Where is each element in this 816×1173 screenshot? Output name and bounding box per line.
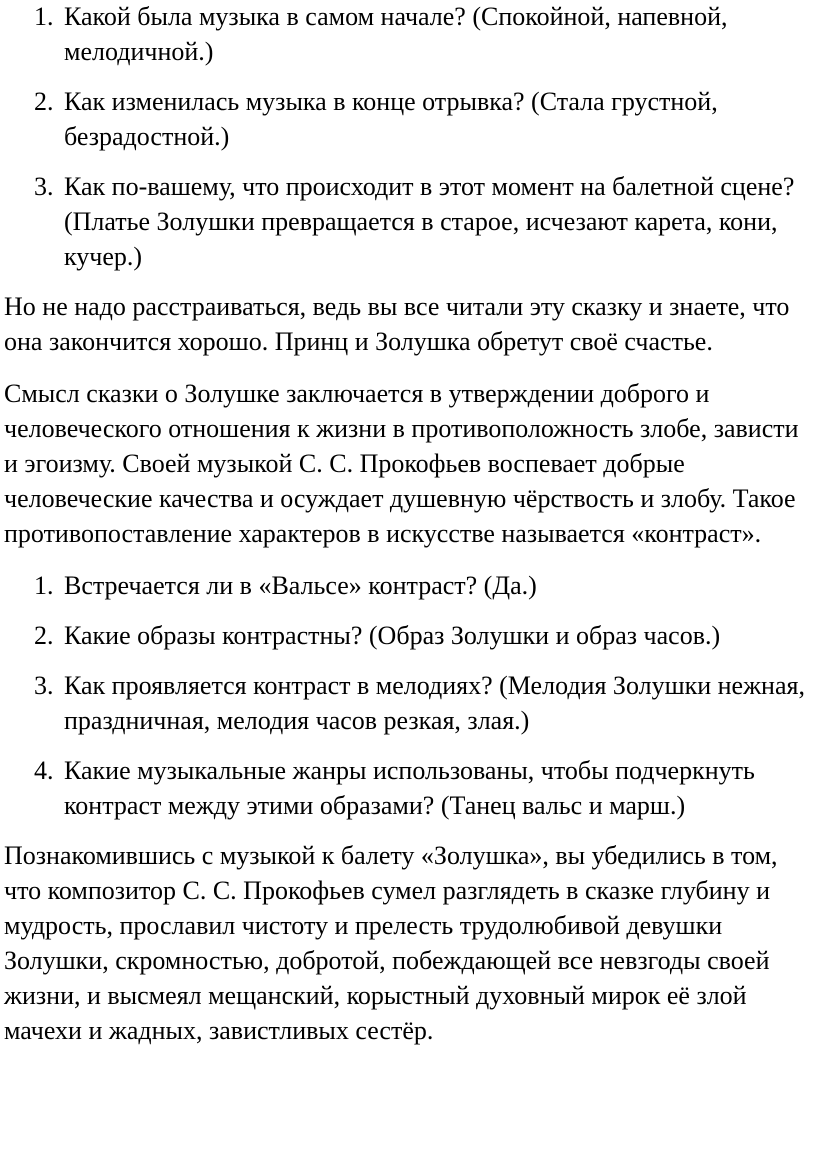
list-item	[4, 568, 810, 603]
list-number: 3.	[34, 671, 54, 700]
paragraph-meaning-contrast: Смысл сказки о Золушке заключается в утверждении доброго и человеческого отношения к жизни в противоположность злобе, зависти и эгоизму. Своей музыкой С. С. Прокофьев воспевает добрые человеческие качества и осуждает душевную чёрствость и злобу. Такое противопоставление характеров в искусстве называется «контраст».	[4, 379, 799, 548]
list-item-text: Как проявляется контраст в мелодиях? (Мелодия Золушки нежная, праздничная, мелодия часов резкая, злая.)	[64, 671, 805, 735]
list-item-text: Как изменилась музыка в конце отрывка? (Стала грустной, безрадостной.)	[64, 87, 718, 151]
list-item-text: Встречается ли в «Вальсе» контраст? (Да.)	[64, 571, 537, 600]
list-number: 4.	[34, 756, 54, 785]
list-item	[4, 753, 810, 823]
list-number: 1.	[34, 2, 54, 31]
list-item	[4, 0, 810, 69]
list-item	[4, 169, 810, 274]
list-item	[4, 668, 810, 738]
question-list-2	[4, 568, 810, 823]
list-number: 2.	[34, 621, 54, 650]
list-number: 1.	[34, 571, 54, 600]
question-list-1	[4, 0, 810, 274]
paragraph-conclusion: Познакомившись с музыкой к балету «Золушка», вы убедились в том, что композитор С. С. Прокофьев сумел разглядеть в сказке глубину и мудрость, прославил чистоту и прелесть трудолюбивой девушки Золушки, скромностью, добротой, побеждающей все невзгоды своей жизни, и высмеял мещанский, корыстный духовный мирок её злой мачехи и жадных, завистливых сестёр.	[4, 841, 778, 1045]
list-item-text: Какой была музыка в самом начале? (Спокойной, напевной, мелодичной.)	[64, 2, 728, 66]
paragraph-happy-ending: Но не надо расстраиваться, ведь вы все читали эту сказку и знаете, что она закончится хорошо. Принц и Золушка обретут своё счастье.	[4, 292, 790, 356]
list-number: 3.	[34, 172, 54, 201]
list-item	[4, 618, 810, 653]
list-item	[4, 84, 810, 154]
list-item-text: Какие образы контрастны? (Образ Золушки и образ часов.)	[64, 621, 721, 650]
list-item-text: Как по-вашему, что происходит в этот момент на балетной сцене? (Платье Золушки превращается в старое, исчезают карета, кони, кучер.)	[64, 172, 795, 271]
list-item-text: Какие музыкальные жанры использованы, чтобы подчеркнуть контраст между этими образами? (Танец вальс и марш.)	[64, 756, 755, 820]
list-number: 2.	[34, 87, 54, 116]
